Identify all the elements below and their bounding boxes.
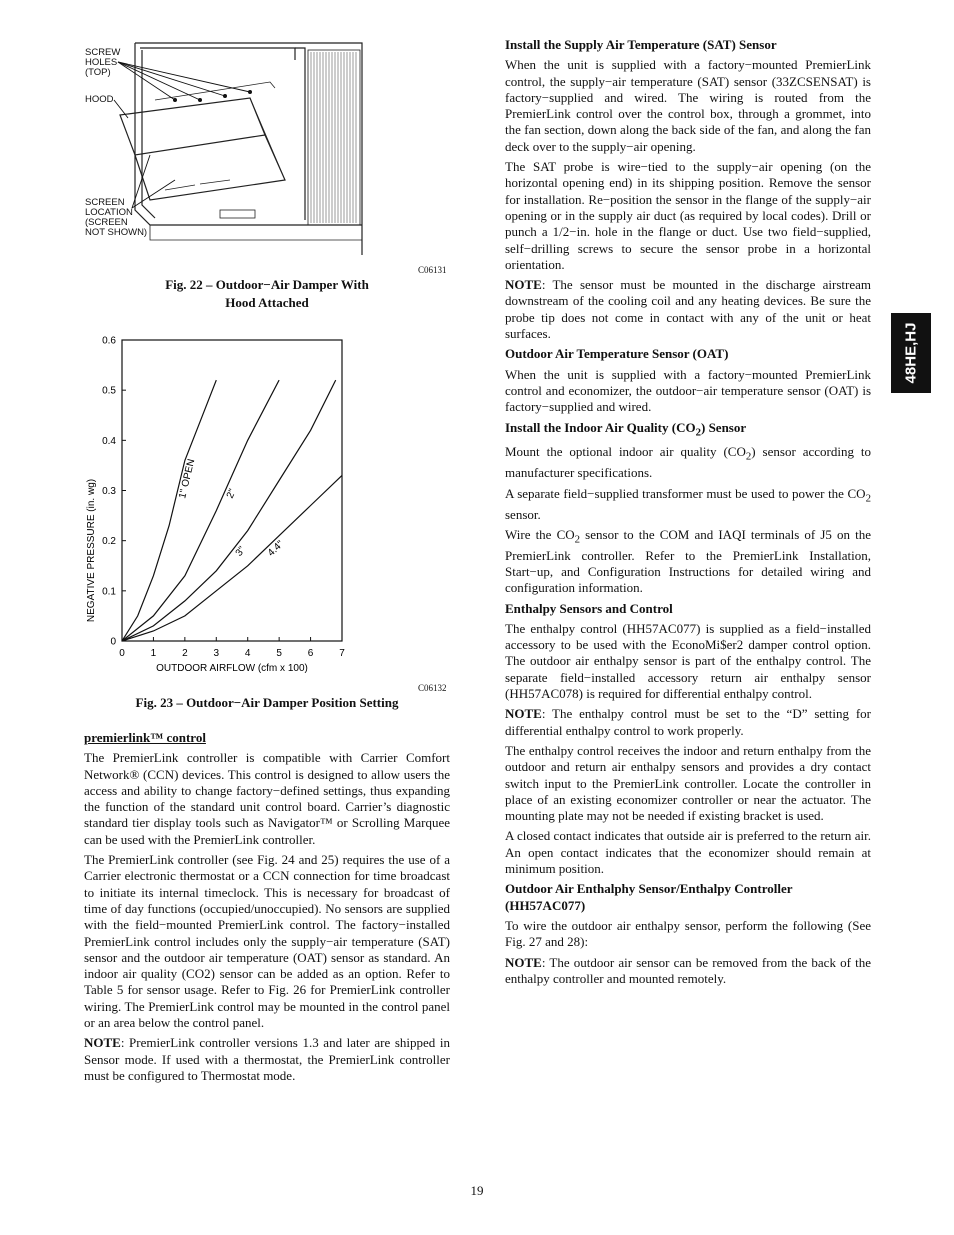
fig23-caption: Fig. 23 – Outdoor−Air Damper Position Setting [135,695,399,710]
note-text: : The outdoor air sensor can be removed from the back of the enthalpy controller and mounted remotely. [505,954,871,986]
series-line [122,380,336,641]
enthalpy-controller-heading: Outdoor Air Enthalphy Sensor/Enthalpy Controller (HH57AC077) [505,881,793,913]
note-text: : The enthalpy control must be set to the “D” setting for differential enthalpy control to work properly. [505,706,871,738]
y-tick-label: 0.5 [102,385,116,397]
side-tab-label: 48HE,HJ [902,322,920,384]
right-paragraph-3: When the unit is supplied with a factory−mounted PremierLink control and economizer, the outdoor−air temperature sensor (OAT) is factory−supplied and wired. [505,366,871,415]
fig22-code: C06131 [418,265,447,275]
right-paragraph-5: A separate field−supplied transformer must be used to power the $CO_2$ sensor. [505,485,871,522]
right-paragraph-8: The enthalpy control receives the indoor and return enthalpy from the outdoor and return air enthalpy sensors and provides a dry contact switch input to the PremierLink controller. Locate the controller in place of an existing economizer controller or near the actuator. The mounting plate may not be needed if existing bracket is used. [505,742,871,824]
note-text: : The sensor must be mounted in the discharge airstream downstream of the cooling coil and any heating devices. Be sure the probe tip does not come in contact with any of the unit or heat surfaces. [505,277,871,342]
fig22-caption [84,276,450,312]
right-paragraph-2: The SAT probe is wire−tied to the supply−air opening (on the horizontal opening end) in its shipping position. Remove the sensor for installation. Re−position the sensor in the flange of the supply−air opening or in the supply air duct (as required by local codes). Drill or punch a 1/2−in. hole in the flange or duct. Use two field−supplied, self−drilling screws to secure the sensor probe in a horizontal orientation. [505,159,871,272]
y-tick-label: 0.6 [102,335,116,347]
hood-label: HOOD [85,94,114,105]
fig22-caption-line2: Hood Attached [225,295,309,310]
x-tick-label: 4 [244,648,251,659]
screen-location-label: SCREEN LOCATION (SCREEN NOT SHOWN) [85,197,148,238]
y-tick-label: 0.3 [102,486,116,497]
premierlink-heading: premierlink™ control [84,730,206,745]
damper-position-chart [80,325,370,680]
right-note-1 [505,277,871,342]
fig22-caption-line1: Fig. 22 – Outdoor−Air Damper With [165,277,369,292]
series-label: 4.4" [265,538,287,559]
note-label: NOTE [505,706,542,722]
note-label: NOTE [84,1035,121,1051]
note-label: NOTE [505,277,542,293]
x-axis-label: OUTDOOR AIRFLOW (cfm x 100) [156,663,308,674]
section-side-tab [891,313,931,393]
oat-sensor-heading: Outdoor Air Temperature Sensor (OAT) [505,346,729,362]
series-label: 1" OPEN [177,458,198,500]
screw-holes-label: SCREW HOLES (TOP) [85,47,121,78]
y-axis-label: NEGATIVE PRESSURE (in. wg) [86,478,97,623]
right-column [505,37,871,991]
figure-23 [80,325,370,680]
right-paragraph-7: The enthalpy control (HH57AC077) is supplied as a field−installed accessory to be used with the EconoMi$er2 damper control option. The outdoor air enthalpy sensor is part of the enthalpy control. The separate field−installed accessory return air enthalpy sensor (HH57AC078) is required for differential enthalpy control. [505,620,871,702]
series-label: 2" [224,487,239,501]
iaq-sensor-heading: Install the Indoor Air Quality $(CO_2)$ Sensor [505,419,747,439]
right-paragraph-10: To wire the outdoor air enthalpy sensor, perform the following (See Fig. 27 and 28): [505,917,871,950]
right-paragraph-4: Mount the optional indoor air quality $(CO_2)$ sensor according to manufacturer specifications. [505,444,871,481]
note-text: : PremierLink controller versions 1.3 and later are shipped in Sensor mode. If used with a thermostat, the PremierLink controller must be configured to Thermostat mode. [84,1035,450,1083]
y-tick-label: 0.1 [102,586,116,598]
x-tick-label: 3 [213,648,220,659]
series-line [122,475,342,641]
right-paragraph-6: Wire the $CO_2$ sensor to the COM and IAQI terminals of J5 on the PremierLink controller. Refer to the PremierLink Installation, Start−up, and Configuration Instructions for detailed wiring and configuration information. [505,526,871,596]
x-tick-label: 2 [182,648,188,659]
left-paragraph-2: The PremierLink controller (see Fig. 24 and 25) requires the use of a Carrier electronic thermostat or a CCN connection for time broadcast to initiate its internal timeclock. This is necessary for broadcast of time of day functions (occupied/unoccupied). No sensors are supplied with the field−mounted PremierLink control. The factory−installed PremierLink control includes only the supply−air temperature (SAT) sensor and the outdoor air temperature (OAT) sensor as standard. An indoor air quality (CO2) sensor can be added as an option. Refer to Table 5 for sensor usage. Refer to Fig. 26 for PremierLink controller wiring. The PremierLink control may be mounted in the control panel or an area below the control panel. [84,852,450,1031]
x-tick-label: 5 [276,648,282,659]
right-paragraph-9: A closed contact indicates that outside air is preferred to the return air. An open contact indicates that the economizer should remain at minimum position. [505,828,871,877]
series-label: 3" [233,544,248,559]
page-number: 19 [470,1183,484,1198]
enthalpy-heading: Enthalpy Sensors and Control [505,600,673,616]
left-note [84,1035,450,1084]
left-paragraph-1: The PremierLink controller is compatible with Carrier Comfort Network® (CCN) devices. This control is designed to allow users the access and ability to change factory−defined settings, thus expanding the function of the standard unit control board. Carrier’s diagnostic standard tier display tools such as Navigator™ or Scrolling Marquee can be used with the PremierLink controller. [84,750,450,847]
y-tick-label: 0.2 [102,536,116,548]
fig23-code: C06132 [418,683,447,693]
right-paragraph-1: When the unit is supplied with a factory−mounted PremierLink control, the supply−air temperature (SAT) sensor (33ZCSENSAT) is factory−supplied and wired. The wiring is routed from the PremierLink control over the control box, through a grommet, into the fan section, down along the back side of the fan, and along the fan deck over to the supply−air opening. [505,57,871,154]
x-tick-label: 7 [339,648,345,659]
figure-22 [80,40,450,265]
y-tick-label: 0 [110,636,116,648]
right-note-3 [505,955,871,988]
x-tick-label: 6 [307,648,314,659]
right-note-2 [505,706,871,739]
x-tick-label: 0 [119,648,125,659]
note-label: NOTE [505,954,542,970]
sat-sensor-heading: Install the Supply Air Temperature (SAT) Sensor [505,37,777,52]
left-column [84,730,450,1088]
y-tick-label: 0.4 [102,435,116,447]
x-tick-label: 1 [150,648,157,659]
